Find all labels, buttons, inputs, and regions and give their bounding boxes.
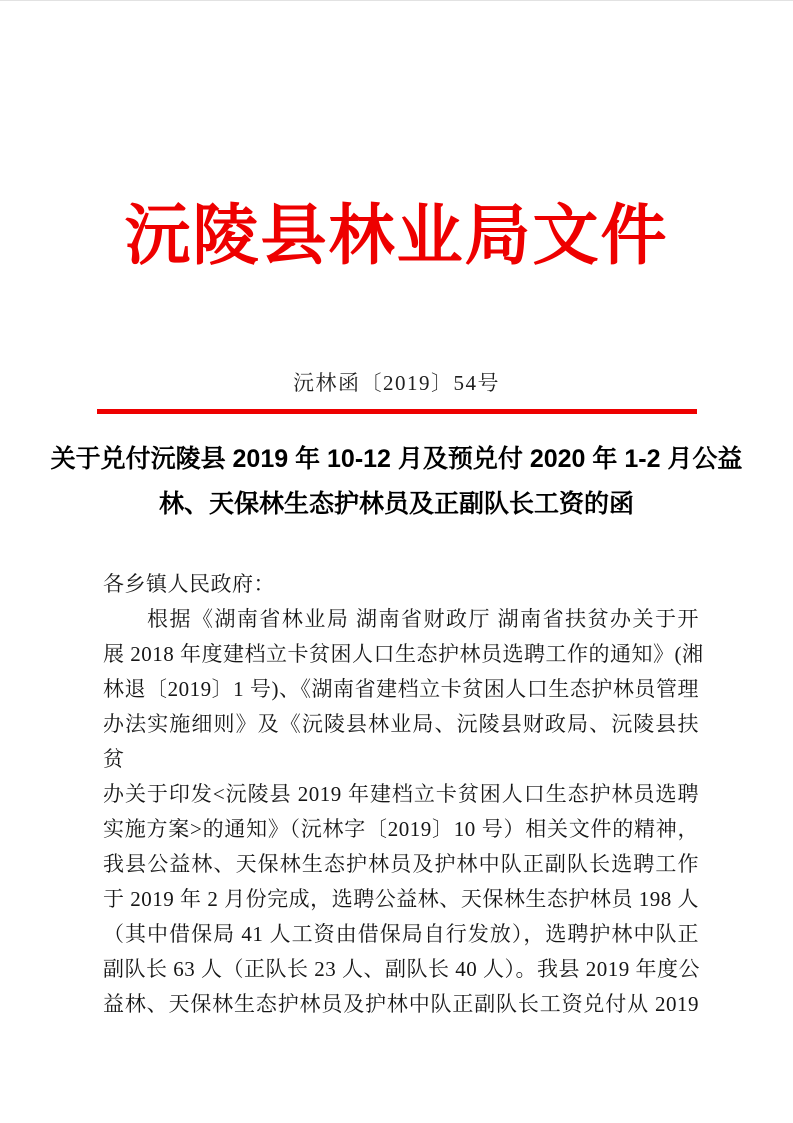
- subject-title-line-2: 林、天保林生态护林员及正副队长工资的函: [158, 490, 634, 518]
- body-line: 贫: [103, 747, 125, 771]
- body-line: 实施方案>的通知》（沅林字〔2019〕10 号）相关文件的精神，: [103, 817, 699, 841]
- body-line: 林退〔2019〕1 号)、《湖南省建档立卡贫困人口生态护林员管理: [103, 677, 699, 701]
- body-text: [103, 567, 704, 1022]
- body-line: 展 2018 年度建档立卡贫困人口生态护林员选聘工作的通知》(湘: [103, 642, 704, 666]
- body-line: 副队长 63 人（正队长 23 人、副队长 40 人）。我县 2019 年度公: [103, 957, 700, 981]
- body-line: 益林、天保林生态护林员及护林中队正副队长工资兑付从 2019: [103, 992, 699, 1016]
- agency-letterhead-title: 沅陵县林业局文件: [124, 200, 669, 273]
- body-line: 根据《湖南省林业局 湖南省财政厅 湖南省扶贫办关于开: [147, 607, 699, 631]
- body-line: 我县公益林、天保林生态护林员及护林中队正副队长选聘工作: [103, 852, 699, 876]
- document-number: 沅林函〔2019〕54号: [293, 371, 500, 395]
- body-line: （其中借保局 41 人工资由借保局自行发放），选聘护林中队正: [103, 922, 699, 946]
- body-line: 办法实施细则》及《沅陵县林业局、沅陵县财政局、沅陵县扶: [103, 712, 699, 736]
- body-line: 于 2019 年 2 月份完成，选聘公益林、天保林生态护林员 198 人: [103, 887, 699, 911]
- salutation: 各乡镇人民政府：: [103, 572, 275, 596]
- red-divider-line: [97, 409, 697, 414]
- subject-title: [50, 437, 743, 527]
- body-line: 办关于印发<沅陵县 2019 年建档立卡贫困人口生态护林员选聘: [103, 782, 699, 806]
- subject-title-line-1: 关于兑付沅陵县 2019 年 10-12 月及预兑付 2020 年 1-2 月公益: [50, 445, 743, 473]
